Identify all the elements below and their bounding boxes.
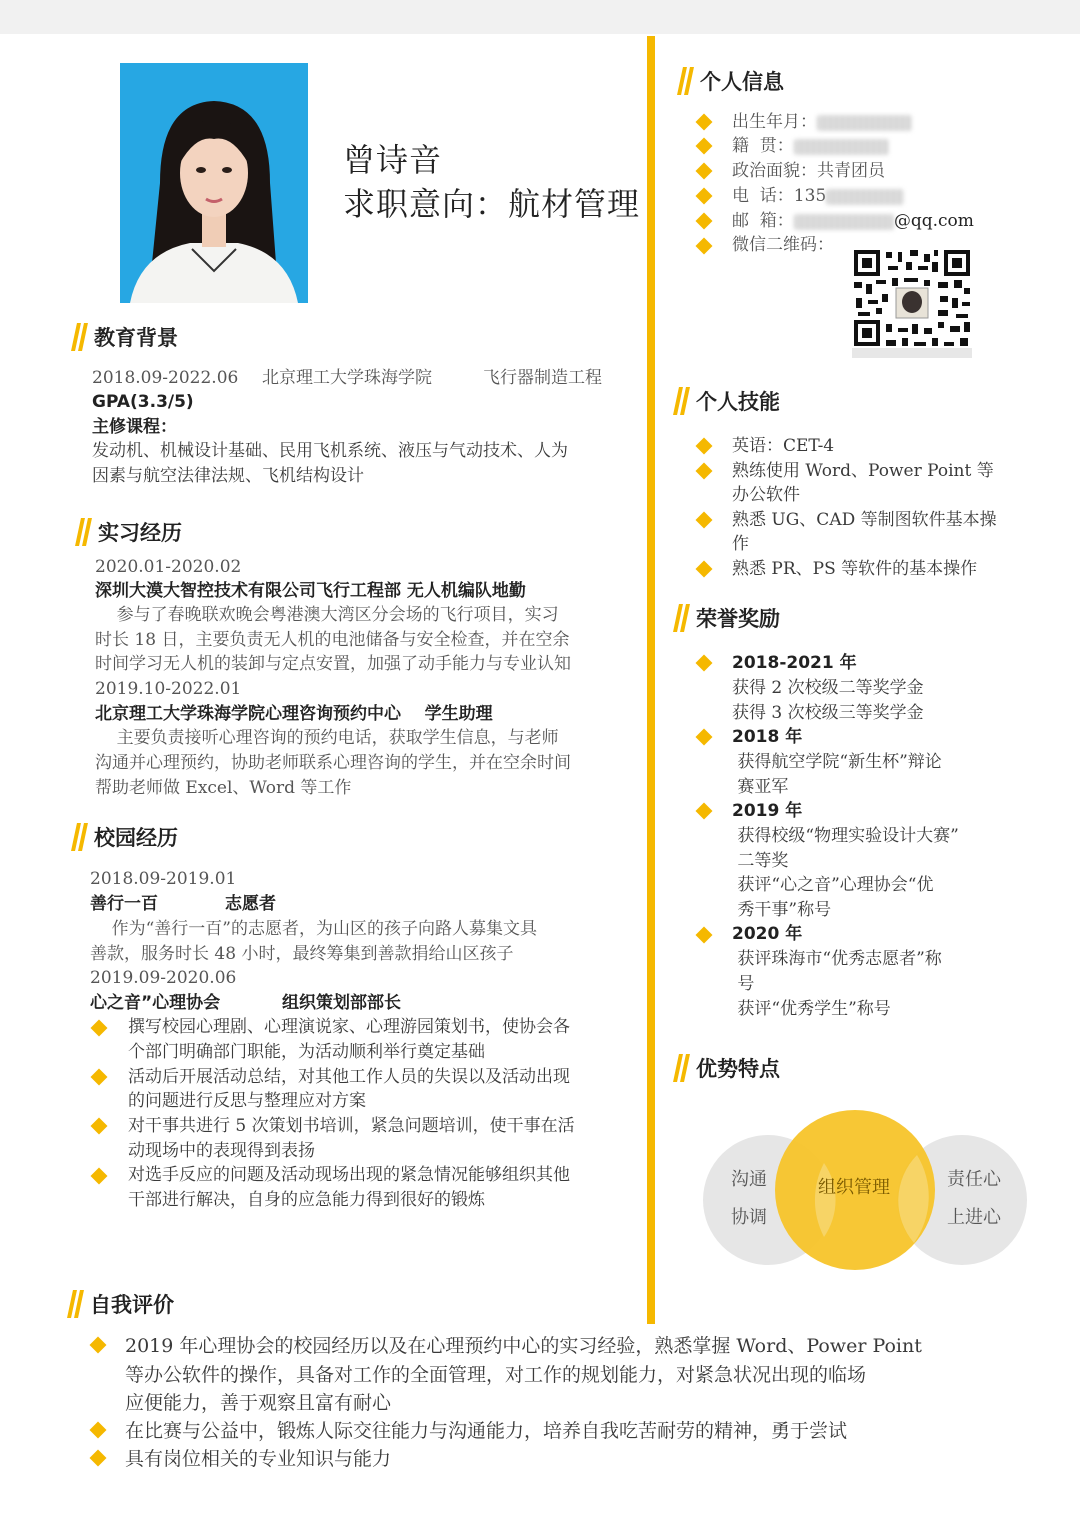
internship-title: 北京理工大学珠海学院心理咨询预约中心 学生助理 — [95, 704, 493, 724]
self-eval-text: 具有岗位相关的专业知识与能力 — [125, 1448, 392, 1470]
campus-bullet-text: 活动后开展活动总结，对其他工作人员的失误以及活动出现 — [128, 1067, 570, 1087]
skill-text: 英语：CET-4 — [732, 436, 835, 456]
skill-text: 熟悉 PR、PS 等软件的基本操作 — [732, 559, 978, 579]
internship-period: 2019.10-2022.01 — [95, 679, 242, 699]
phone-field: 电 话：135 — [732, 184, 904, 209]
self-eval-text: 等办公软件的操作，具备对工作的全面管理，对工作的规划能力，对紧急状况出现的临场 — [125, 1364, 867, 1386]
redacted-value — [817, 115, 912, 131]
honor-item: 号 — [732, 974, 755, 994]
internship-desc: 参与了春晚联欢晚会粤港澳大湾区分会场的飞行项目，实习 — [95, 605, 559, 625]
bullet-diamond-icon — [696, 438, 713, 455]
bullet-diamond-icon — [90, 1337, 107, 1354]
honor-year: 2020 年 — [732, 924, 803, 944]
section-title-skills: 个人技能 — [676, 386, 780, 416]
internship-desc: 帮助老师做 Excel、Word 等工作 — [95, 778, 352, 798]
internship-title: 深圳大漠大智控技术有限公司飞行工程部 无人机编队地勤 — [95, 581, 526, 601]
education-period: 2018.09-2022.06 — [92, 368, 239, 388]
honor-year: 2018 年 — [732, 727, 803, 747]
campus-period: 2018.09-2019.01 — [90, 869, 237, 889]
bullet-diamond-icon — [696, 729, 713, 746]
honor-year: 2019 年 — [732, 801, 803, 821]
campus-bullet-text: 动现场中的表现得到表扬 — [128, 1141, 315, 1161]
strength-label: 协调 — [731, 1207, 767, 1228]
skill-text: 熟练使用 Word、Power Point 等 — [732, 461, 994, 481]
section-title-campus: 校园经历 — [74, 822, 178, 852]
campus-bullet-text: 对选手反应的问题及活动现场出现的紧急情况能够组织其他 — [128, 1165, 570, 1185]
bullet-diamond-icon — [91, 1168, 108, 1185]
political-field: 政治面貌：共青团员 — [732, 161, 885, 181]
column-divider — [647, 36, 655, 1324]
honor-item: 获得航空学院“新生杯”辩论 — [732, 752, 942, 772]
section-title-internship: 实习经历 — [78, 517, 182, 547]
campus-desc: 作为“善行一百”的志愿者，为山区的孩子向路人募集文具 — [90, 919, 537, 939]
campus-org: 善行一百 — [90, 894, 158, 914]
self-eval-text: 应便能力，善于观察且富有耐心 — [125, 1392, 392, 1414]
honor-item: 获评“心之音”心理协会“优 — [732, 875, 934, 895]
honor-item: 获评珠海市“优秀志愿者”称 — [732, 949, 942, 969]
title-bars-icon — [673, 387, 690, 415]
title-bars-icon — [673, 604, 690, 632]
birth-field: 出生年月： — [732, 110, 912, 135]
wechat-label: 微信二维码： — [732, 235, 834, 255]
bullet-diamond-icon — [696, 463, 713, 480]
internship-desc: 主要负责接听心理咨询的预约电话，获取学生信息，与老师 — [95, 728, 559, 748]
campus-role: 组织策划部部长 — [282, 993, 401, 1013]
top-band — [0, 0, 1080, 34]
redacted-value — [794, 139, 889, 155]
bullet-diamond-icon — [696, 927, 713, 944]
bullet-diamond-icon — [696, 138, 713, 155]
campus-period: 2019.09-2020.06 — [90, 968, 237, 988]
section-title-strengths: 优势特点 — [676, 1053, 780, 1083]
bullet-diamond-icon — [696, 561, 713, 578]
campus-bullet-text: 撰写校园心理剧、心理演说家、心理游园策划书，使协会各 — [128, 1017, 570, 1037]
profile-photo — [120, 63, 308, 303]
campus-bullet-text: 的问题进行反思与整理应对方案 — [128, 1091, 366, 1111]
section-title-honors: 荣誉奖励 — [676, 603, 780, 633]
bullet-diamond-icon — [90, 1450, 107, 1467]
honor-item: 赛亚军 — [732, 777, 789, 797]
campus-bullet-text: 对干事共进行 5 次策划书培训，紧急问题培训，使干事在活 — [128, 1116, 575, 1136]
self-eval-text: 在比赛与公益中，锻炼人际交往能力与沟通能力，培养自我吃苦耐劳的精神，勇于尝试 — [125, 1420, 848, 1442]
job-intent: 求职意向：航材管理 — [343, 185, 641, 223]
title-bars-icon — [71, 823, 88, 851]
section-title-personal: 个人信息 — [680, 66, 784, 96]
skill-text: 作 — [732, 534, 749, 554]
bullet-diamond-icon — [696, 163, 713, 180]
skill-text: 办公软件 — [732, 485, 800, 505]
internship-desc: 时长 18 日，主要负责无人机的电池储备与安全检查，并在空余 — [95, 630, 570, 650]
bullet-diamond-icon — [696, 512, 713, 529]
honor-item: 获得 3 次校级三等奖学金 — [732, 703, 924, 723]
bullet-diamond-icon — [696, 114, 713, 131]
email-field: 邮 箱： @qq.com — [732, 211, 974, 231]
candidate-name: 曾诗音 — [343, 141, 443, 179]
wechat-qr-code — [852, 248, 972, 358]
native-field: 籍 贯： — [732, 134, 889, 159]
bullet-diamond-icon — [696, 213, 713, 230]
strength-label-center: 组织管理 — [818, 1177, 890, 1198]
campus-bullet-text: 个部门明确部门职能，为活动顺利举行奠定基础 — [128, 1042, 485, 1062]
bullet-diamond-icon — [696, 188, 713, 205]
bullet-diamond-icon — [696, 803, 713, 820]
campus-org: 心之音”心理协会 — [90, 993, 221, 1013]
title-bars-icon — [673, 1054, 690, 1082]
education-gpa: GPA(3.3/5) — [92, 392, 194, 412]
strength-label: 责任心 — [947, 1169, 1001, 1190]
campus-bullet-text: 干部进行解决，自身的应急能力得到很好的锻炼 — [128, 1190, 485, 1210]
internship-desc: 沟通并心理预约，协助老师联系心理咨询的学生，并在空余时间 — [95, 753, 571, 773]
campus-desc: 善款，服务时长 48 小时，最终筹集到善款捐给山区孩子 — [90, 944, 514, 964]
courses-text: 因素与航空法律法规、飞机结构设计 — [92, 466, 364, 486]
honor-item: 二等奖 — [732, 851, 789, 871]
strengths-venn-diagram — [700, 1105, 1040, 1275]
internship-desc: 时间学习无人机的装卸与定点安置，加强了动手能力与专业认知 — [95, 654, 571, 674]
bullet-diamond-icon — [91, 1020, 108, 1037]
title-bars-icon — [67, 1290, 84, 1318]
redacted-value — [826, 189, 904, 205]
title-bars-icon — [71, 323, 88, 351]
internship-period: 2020.01-2020.02 — [95, 557, 242, 577]
honor-item: 获得校级“物理实验设计大赛” — [732, 826, 959, 846]
skill-text: 熟悉 UG、CAD 等制图软件基本操 — [732, 510, 997, 530]
title-bars-icon — [677, 67, 694, 95]
education-school: 北京理工大学珠海学院 — [262, 368, 432, 388]
bullet-diamond-icon — [91, 1118, 108, 1135]
strength-label: 上进心 — [947, 1207, 1001, 1228]
courses-text: 发动机、机械设计基础、民用飞机系统、液压与气动技术、人为 — [92, 441, 568, 461]
honor-item: 秀干事”称号 — [732, 900, 832, 920]
title-bars-icon — [75, 518, 92, 546]
strength-label: 沟通 — [731, 1169, 767, 1190]
honor-item: 获得 2 次校级二等奖学金 — [732, 678, 924, 698]
education-major: 飞行器制造工程 — [483, 368, 602, 388]
bullet-diamond-icon — [696, 238, 713, 255]
bullet-diamond-icon — [91, 1069, 108, 1086]
redacted-value — [794, 214, 894, 230]
campus-role: 志愿者 — [225, 894, 276, 914]
bullet-diamond-icon — [696, 655, 713, 672]
courses-label: 主修课程： — [92, 417, 177, 437]
honor-year: 2018-2021 年 — [732, 653, 857, 673]
bullet-diamond-icon — [90, 1422, 107, 1439]
self-eval-text: 2019 年心理协会的校园经历以及在心理预约中心的实习经验，熟悉掌握 Word、Power Point — [125, 1335, 922, 1357]
section-title-education: 教育背景 — [74, 322, 178, 352]
section-title-self-eval: 自我评价 — [70, 1289, 174, 1319]
honor-item: 获评“优秀学生”称号 — [732, 999, 891, 1019]
